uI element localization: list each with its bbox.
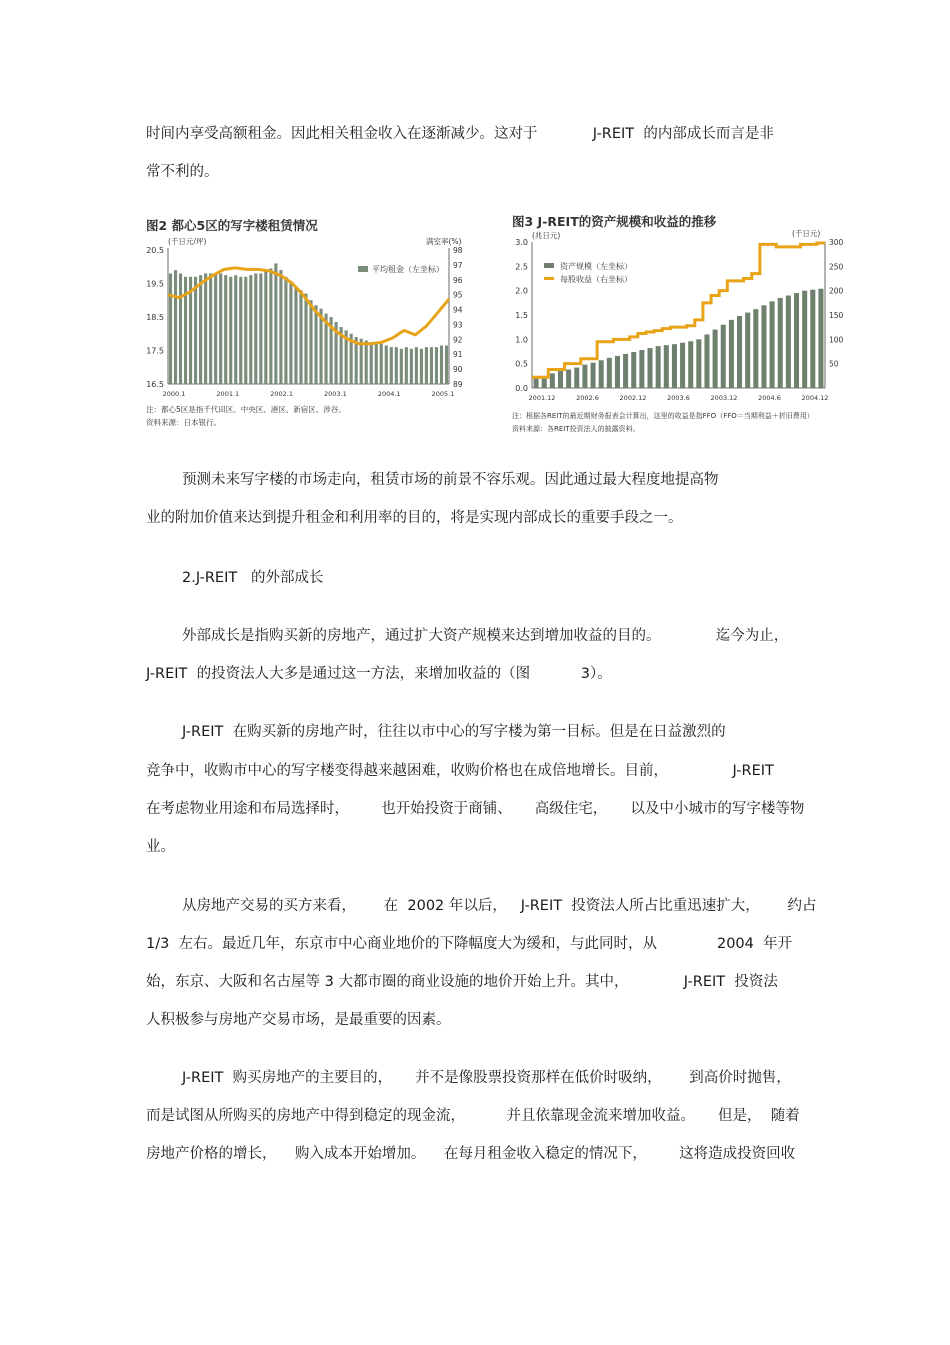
y2-tick-label: 100 (829, 335, 844, 345)
text-line: 竞争中，收购市中心的写字楼变得越来越困难，收购价格也在成倍地增长。目前， J-REIT (146, 763, 774, 779)
text-line: 房地产价格的增长， 购入成本开始增加。 在每月租金收入稳定的情况下， 这将造成投资回收 (146, 1146, 796, 1162)
figure-2 (144, 214, 494, 444)
bar (395, 347, 398, 384)
text-line: 人积极参与房地产交易市场，是最重要的因素。 (146, 1012, 451, 1028)
y-tick-label: 3.0 (515, 238, 528, 247)
bar (664, 345, 669, 388)
bar (375, 344, 378, 384)
x-tick-label: 2001.12 (528, 394, 556, 402)
bar (385, 345, 388, 384)
y2-tick-label: 250 (829, 262, 844, 272)
y2-tick-label: 89 (453, 380, 463, 389)
bar (284, 277, 287, 384)
y2-tick-label: 91 (453, 350, 463, 360)
x-tick-label: 2002.6 (576, 394, 599, 402)
text-line: J-REIT 在购买新的房地产时，往往以市中心的写字楼为第一目标。但是在日益激烈的 (182, 724, 726, 740)
bar (656, 346, 661, 388)
y-tick-label: 0.0 (515, 384, 528, 393)
x-tick-label: 2005.1 (431, 390, 455, 398)
bar (599, 360, 604, 388)
bar (631, 352, 636, 388)
bar (289, 284, 292, 385)
bar (704, 334, 709, 388)
bar (623, 354, 628, 388)
bar (405, 347, 408, 384)
text-line: J-REIT 购买房地产的主要目的， 并不是像股票投资那样在低价时吸纳， 到高价时抛售， (182, 1070, 791, 1086)
figure-3-x-ticks (529, 394, 829, 402)
figure-3-right-ticks (829, 238, 844, 369)
bar (753, 309, 758, 388)
figure-3-right-unit: (千日元) (792, 229, 821, 238)
y2-tick-label: 97 (453, 260, 463, 270)
text-line: 外部成长是指购买新的房地产，通过扩大资产规模来达到增加收益的目的。 迄今为止， (182, 628, 789, 644)
x-tick-label: 2003.12 (710, 394, 738, 402)
bar (713, 330, 718, 388)
figure-2-left-unit: (千日元/坪) (168, 237, 207, 246)
bar (304, 294, 307, 384)
figure-3 (510, 210, 860, 440)
y2-tick-label: 96 (453, 275, 463, 285)
bar (299, 290, 302, 384)
bar (761, 305, 766, 388)
bar (410, 349, 413, 384)
bar (194, 277, 197, 384)
bar (721, 325, 726, 388)
bar (214, 273, 217, 384)
bar (239, 277, 242, 384)
figure-2-left-ticks (146, 246, 164, 389)
bar (309, 300, 312, 384)
bar (169, 273, 172, 384)
bar (400, 349, 403, 384)
figure-3-legend-label-bars: 资产规模（左坐标） (560, 262, 632, 271)
text-line: 业的附加价值来达到提升租金和利用率的目的，将是实现内部成长的重要手段之一。 (146, 510, 683, 526)
x-tick-label: 2000.1 (162, 390, 186, 398)
x-tick-label: 2004.6 (758, 394, 781, 402)
figure-3-source: 资料来源：各REIT投资法人的披露资料。 (512, 425, 640, 433)
figure-2-right-unit: 满室率(%) (426, 237, 462, 246)
bar (199, 275, 202, 384)
bar (550, 373, 555, 388)
section-heading: 2.J-REIT 的外部成长 (182, 570, 324, 586)
y-tick-label: 20.5 (146, 246, 164, 255)
y2-tick-label: 90 (453, 365, 463, 375)
bar (264, 270, 267, 384)
y-tick-label: 2.5 (515, 262, 528, 272)
bar (818, 289, 823, 388)
bar (440, 345, 443, 384)
figure-3-chart (510, 210, 860, 440)
bar (786, 296, 791, 388)
y2-tick-label: 98 (453, 246, 463, 255)
bar (810, 290, 815, 388)
bar (314, 305, 317, 384)
text-line: 始，东京、大阪和名古屋等 3 大都市圈的商业设施的地价开始上升。其中， J-REIT 投资法 (146, 974, 778, 990)
bar (794, 293, 799, 388)
bar (582, 365, 587, 388)
bar (174, 270, 177, 384)
figure-3-left-unit: (兆日元) (532, 231, 561, 240)
bar (229, 277, 232, 384)
bar (360, 339, 363, 384)
figure-2-x-ticks (163, 390, 455, 398)
figure-2-legend-swatch (358, 266, 368, 272)
bar (425, 347, 428, 384)
bar (607, 358, 612, 388)
bar (639, 350, 644, 388)
y2-tick-label: 150 (829, 311, 844, 320)
bar (558, 371, 563, 388)
bar (269, 268, 272, 384)
bar (778, 298, 783, 388)
bar (680, 343, 685, 388)
y-tick-label: 19.5 (146, 279, 164, 289)
bar (380, 344, 383, 384)
bar (566, 370, 571, 388)
bar (279, 270, 282, 384)
bar (224, 275, 227, 384)
bar (294, 287, 297, 384)
bar (615, 356, 620, 388)
y2-tick-label: 300 (829, 238, 844, 247)
bar (370, 342, 373, 384)
bar (534, 377, 539, 388)
x-tick-label: 2003.6 (667, 394, 690, 402)
bar (802, 291, 807, 388)
text-line: 预测未来写字楼的市场走向，租赁市场的前景不容乐观。因此通过最大程度地提高物 (182, 472, 719, 488)
x-tick-label: 2001.1 (216, 390, 240, 398)
figure-3-legend-swatch-line (544, 277, 554, 280)
y2-tick-label: 95 (453, 290, 463, 300)
text-line: 业。 (146, 839, 175, 855)
text-line: 1/3 左右。最近几年，东京市中心商业地价的下降幅度大为缓和，与此同时，从 2004 年开 (146, 936, 793, 952)
bar (249, 275, 252, 384)
bar (745, 313, 750, 388)
bar (770, 301, 775, 388)
x-tick-label: 2002.1 (270, 390, 293, 398)
bar (647, 348, 652, 388)
figure-2-right-ticks (453, 246, 463, 389)
bar (696, 339, 701, 388)
text-line: 在考虑物业用途和布局选择时， 也开始投资于商铺、 高级住宅， 以及中小城市的写字楼等物 (146, 801, 805, 817)
figure-3-title: 图3 J-REIT的资产规模和收益的推移 (512, 214, 717, 229)
bar (688, 341, 693, 388)
y-tick-label: 18.5 (146, 313, 164, 322)
bar (435, 347, 438, 384)
x-tick-label: 2004.12 (801, 394, 829, 402)
bar (219, 273, 222, 384)
bar (445, 345, 448, 384)
figure-3-note: 注：根据各REIT的最近期财务报表会计算出，这里的收益是指FFO（FFO＝当期利益＋折旧费用） (512, 412, 814, 420)
text-line: 从房地产交易的买方来看， 在 2002 年以后， J-REIT 投资法人所占比重迅速扩大， 约占 (182, 898, 817, 914)
bar (254, 273, 257, 384)
bar (430, 347, 433, 384)
bar (274, 263, 277, 384)
bar (672, 344, 677, 388)
figure-2-title: 图2 都心5区的写字楼租赁情况 (146, 218, 318, 233)
y2-tick-label: 200 (829, 286, 844, 296)
figure-2-source: 资料来源：日本银行。 (146, 418, 221, 427)
bar (244, 277, 247, 384)
bar (415, 347, 418, 384)
y2-tick-label: 94 (453, 305, 463, 315)
x-tick-label: 2003.1 (324, 390, 347, 398)
y2-tick-label: 50 (829, 359, 839, 369)
bar (729, 320, 734, 388)
x-tick-label: 2004.1 (377, 390, 401, 398)
bar (365, 340, 368, 384)
y-tick-label: 17.5 (146, 346, 164, 356)
bar (204, 273, 207, 384)
bar (420, 349, 423, 384)
text-line: 常不利的。 (146, 164, 219, 180)
y-tick-label: 1.0 (515, 335, 528, 345)
bar (179, 273, 182, 384)
figure-2-note: 注：都心5区是指千代田区、中央区、港区、新宿区、涉谷。 (146, 405, 346, 414)
bar (209, 273, 212, 384)
figure-3-left-ticks (515, 238, 528, 393)
bar (737, 316, 742, 388)
figure-2-legend-label: 平均租金（左坐标） (372, 265, 444, 274)
y-tick-label: 2.0 (515, 286, 528, 296)
y-tick-label: 16.5 (146, 380, 164, 389)
figure-2-bars (169, 263, 448, 384)
bar (234, 275, 237, 384)
x-tick-label: 2002.12 (619, 394, 647, 402)
y2-tick-label: 92 (453, 335, 463, 345)
bar (591, 363, 596, 388)
text-line: 而是试图从所购买的房地产中得到稳定的现金流， 并且依靠现金流来增加收益。 但是， 随着 (146, 1108, 800, 1124)
y-tick-label: 1.5 (515, 311, 528, 320)
bar (574, 368, 579, 388)
figure-3-bars (534, 289, 824, 388)
figure-2-chart (144, 214, 494, 444)
text-line: J-REIT 的投资法人大多是通过这一方法，来增加收益的（图 3）。 (146, 666, 612, 682)
y-tick-label: 0.5 (515, 359, 528, 369)
figure-3-legend-swatch-bars (544, 263, 554, 268)
figure-3-legend-label-line: 每股收益（右坐标） (560, 275, 632, 284)
bar (390, 347, 393, 384)
text-line: 时间内享受高额租金。因此相关租金收入在逐渐减少。这对于 J-REIT 的内部成长而言是非 (146, 126, 774, 142)
bar (259, 273, 262, 384)
y2-tick-label: 93 (453, 320, 463, 330)
